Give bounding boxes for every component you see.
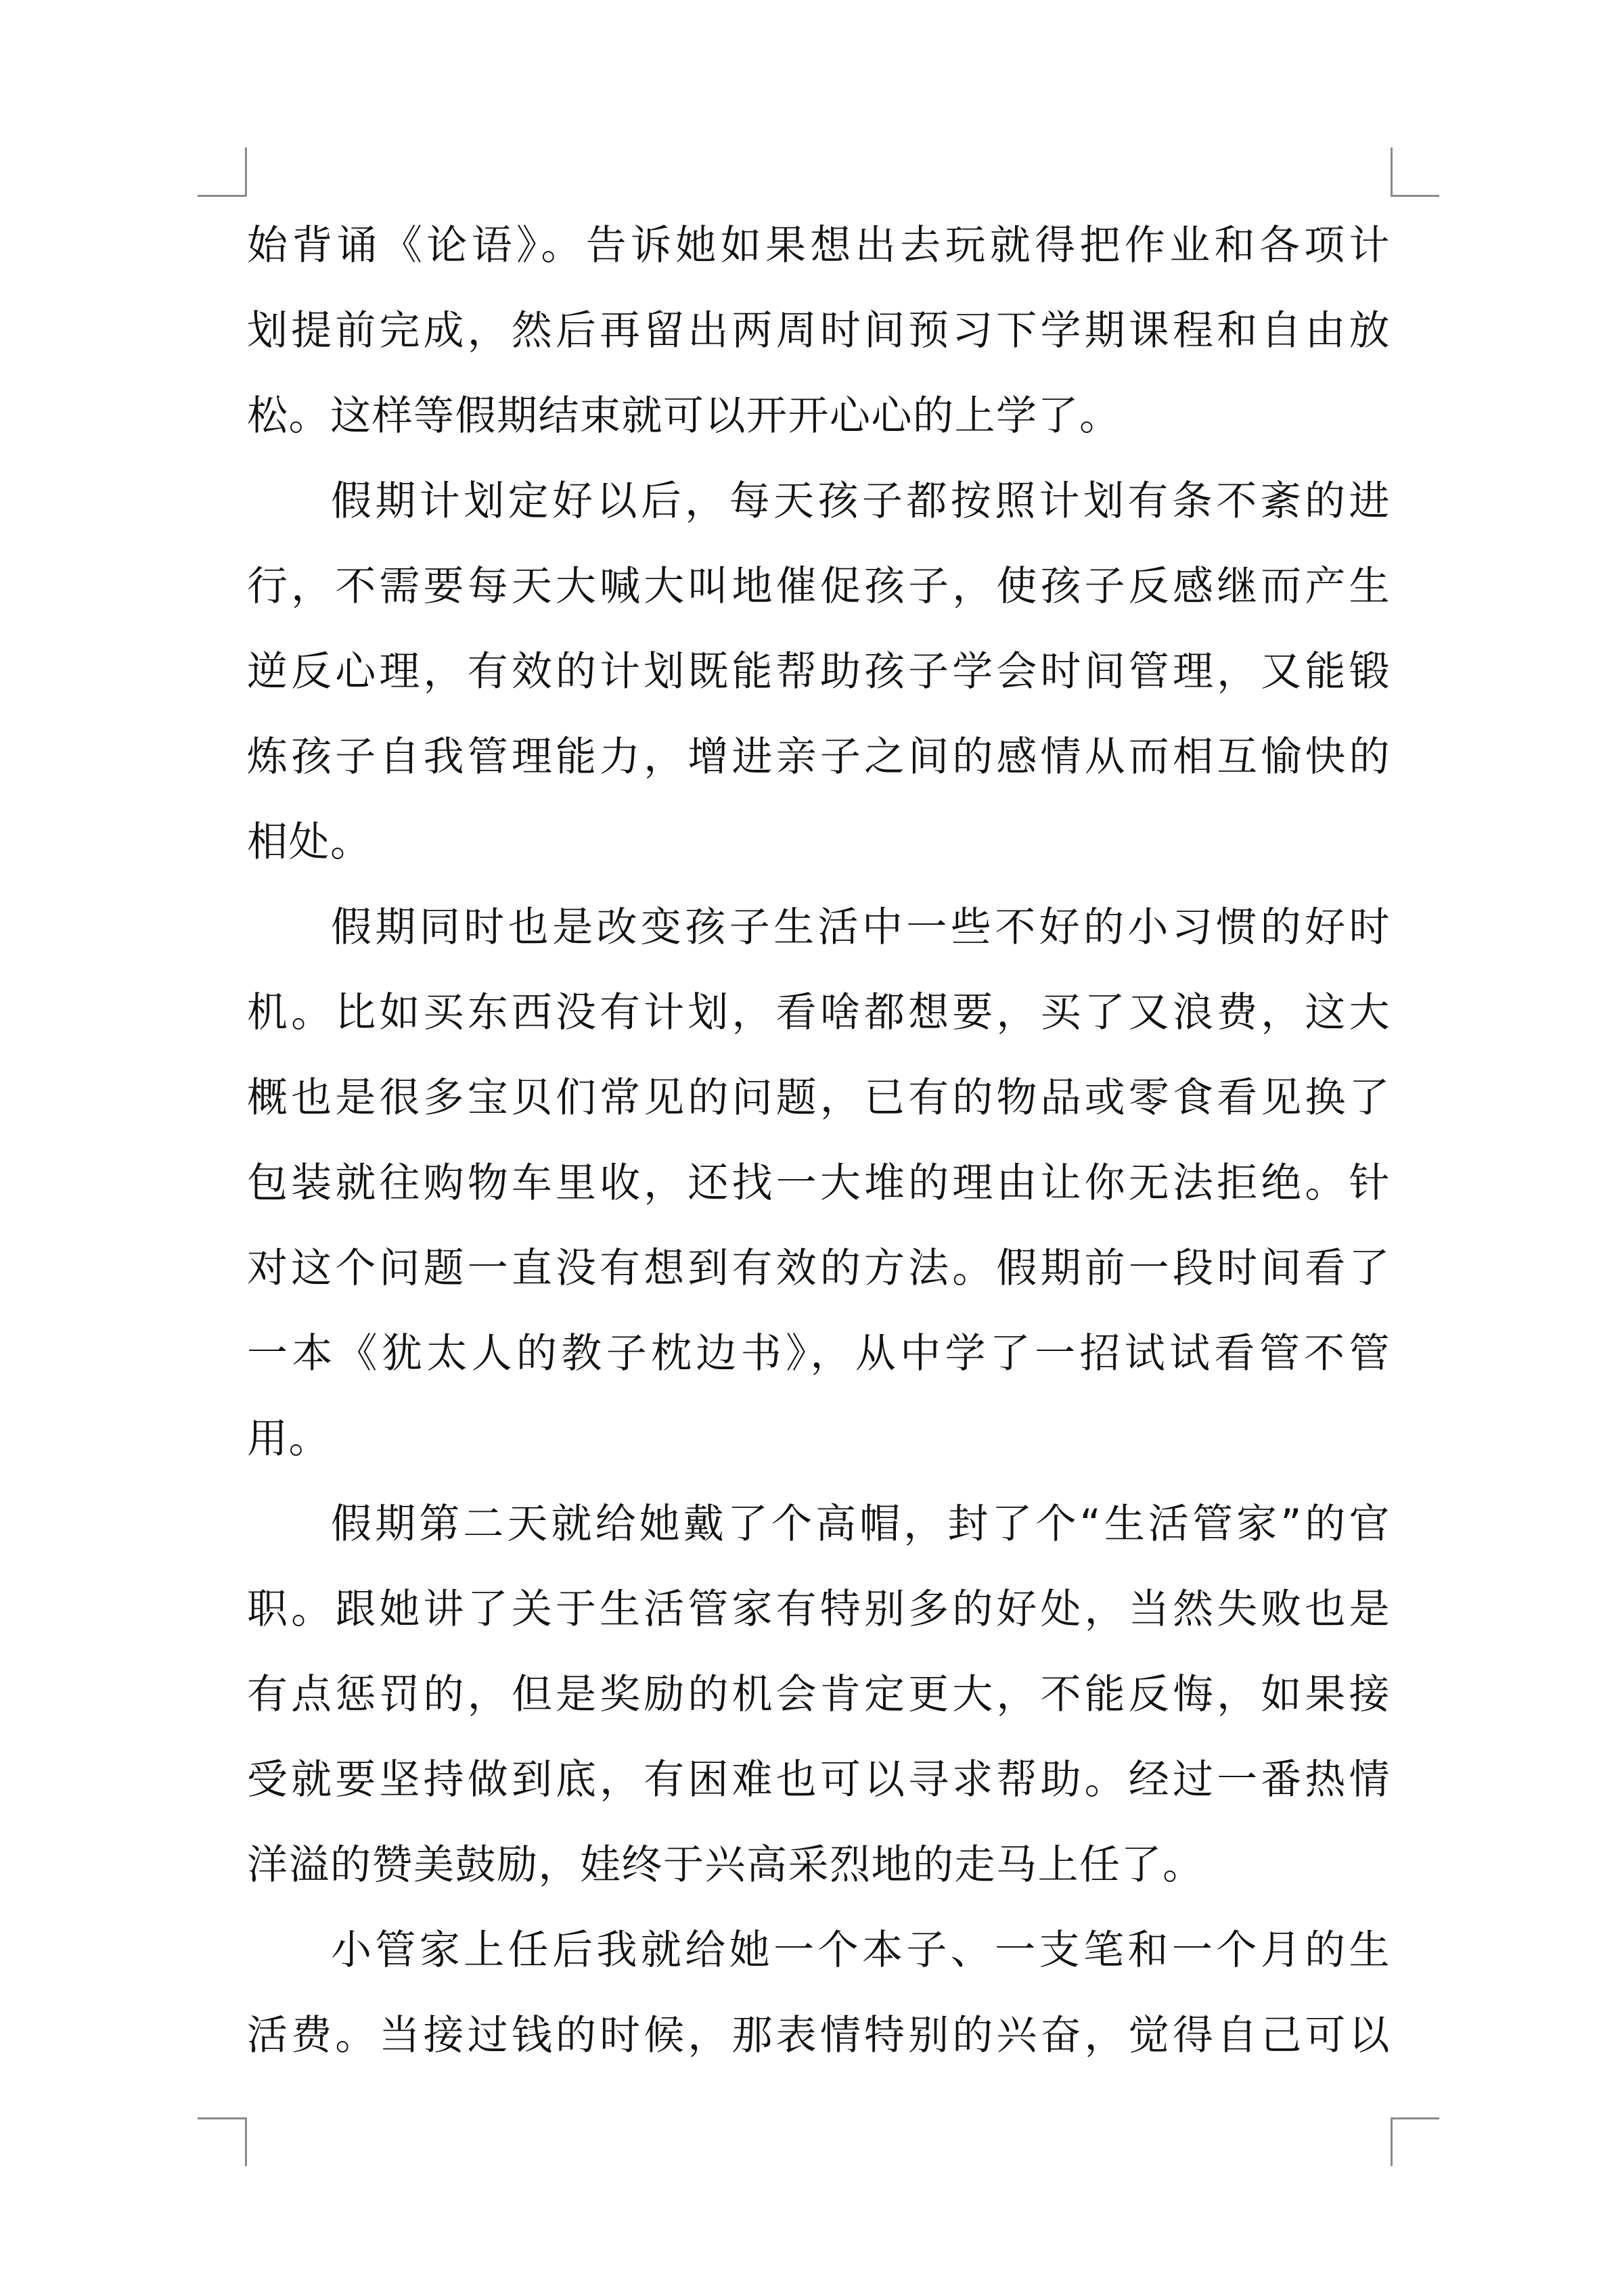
text-line: 受就要坚持做到底，有困难也可以寻求帮助。经过一番热情 [247,1756,1391,1804]
text-line: 假期同时也是改变孩子生活中一些不好的小习惯的好时 [331,904,1391,951]
text-line: 假期第二天就给她戴了个高帽，封了个“生活管家”的官 [331,1500,1391,1548]
crop-mark-bottom-right-horizontal [1391,2117,1439,2119]
text-line: 逆反心理，有效的计划既能帮助孩子学会时间管理，又能锻 [247,648,1391,695]
text-line: 机。比如买东西没有计划，看啥都想要，买了又浪费，这大 [247,989,1391,1036]
crop-mark-top-left-horizontal [198,195,246,197]
text-line: 松。这样等假期结束就可以开开心心的上学了。 [247,392,1121,440]
text-line: 小管家上任后我就给她一个本子、一支笔和一个月的生 [331,1927,1391,1974]
body-text [247,203,1391,2078]
text-line: 假期计划定好以后，每天孩子都按照计划有条不紊的进 [331,478,1391,525]
crop-mark-bottom-left-vertical [245,2117,247,2166]
crop-mark-bottom-right-vertical [1391,2117,1393,2166]
text-line: 始背诵《论语》。告诉她如果想出去玩就得把作业和各项计 [247,222,1391,269]
text-line: 用。 [247,1415,330,1463]
text-line: 划提前完成，然后再留出两周时间预习下学期课程和自由放 [247,307,1391,354]
text-line: 行，不需要每天大喊大叫地催促孩子，使孩子反感继而产生 [247,563,1391,610]
text-line: 活费。当接过钱的时候，那表情特别的兴奋，觉得自己可以 [247,2012,1391,2059]
text-line: 炼孩子自我管理能力，增进亲子之间的感情从而相互愉快的 [247,733,1391,781]
text-line: 相处。 [247,819,372,866]
text-line: 一本《犹太人的教子枕边书》，从中学了一招试试看管不管 [247,1330,1391,1377]
crop-mark-top-right-vertical [1391,147,1393,196]
text-line: 概也是很多宝贝们常见的问题，已有的物品或零食看见换了 [247,1074,1391,1122]
crop-mark-top-left-vertical [245,147,247,196]
text-line: 包装就往购物车里收，还找一大堆的理由让你无法拒绝。针 [247,1160,1391,1207]
text-line: 有点惩罚的，但是奖励的机会肯定更大，不能反悔，如果接 [247,1671,1391,1718]
text-line: 洋溢的赞美鼓励，娃终于兴高采烈地的走马上任了。 [247,1841,1204,1889]
text-line: 职。跟她讲了关于生活管家有特别多的好处，当然失败也是 [247,1586,1391,1633]
crop-mark-top-right-horizontal [1391,195,1439,197]
text-line: 对这个问题一直没有想到有效的方法。假期前一段时间看了 [247,1245,1391,1292]
crop-mark-bottom-left-horizontal [198,2117,246,2119]
